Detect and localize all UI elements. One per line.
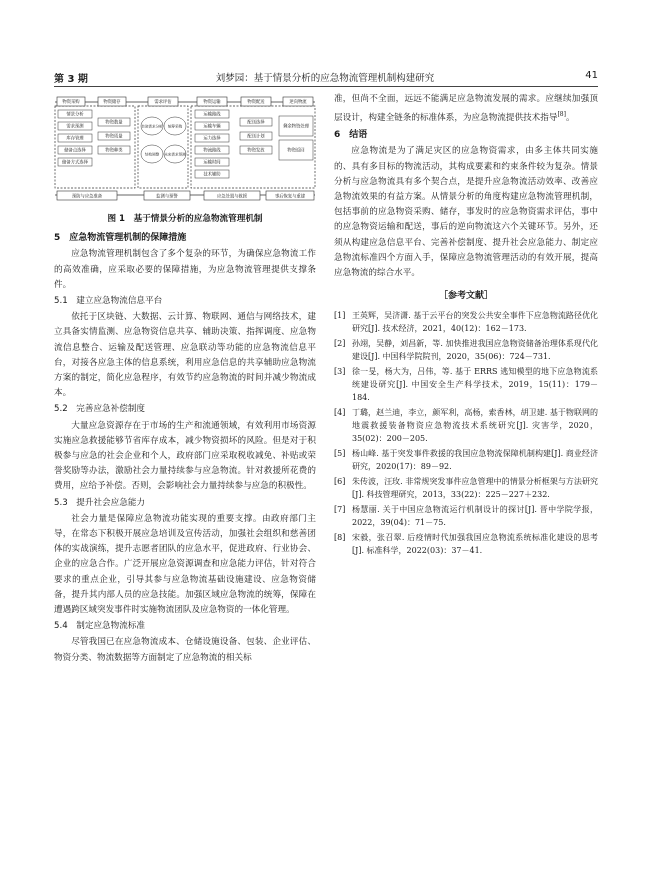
col4-item: 技术辅助 [203, 172, 221, 178]
col2-boxes [98, 118, 130, 154]
reference-text: 王英辉，吴济潇. 基于云平台的突发公共安全事件下应急物流路径优化研究[J]. 技术经济，2021，40(12)：162－173. [352, 310, 598, 333]
section-5-4-title: 5.4 制定应急物流标准 [54, 621, 146, 632]
reference-number: [8] [334, 532, 346, 542]
reference-item [334, 447, 598, 473]
phase-boxes [57, 191, 314, 200]
references-title: ［参考文献］ [438, 291, 493, 302]
stage-store-label: 物资储存 [103, 100, 121, 106]
col4-item: 运力选择 [203, 136, 221, 142]
reference-text: 徐一旻，杨大为，吕伟，等. 基于 ERRS 逃知模型的地下应急物流系统建设研究[J]. 中国安全生产科学技术，2019，15(11)：179－184. [352, 366, 598, 402]
reference-item [334, 309, 598, 335]
reference-item [334, 365, 598, 404]
col2-item: 物资质量 [105, 134, 123, 140]
oval-label: 未来需求预测 [164, 152, 186, 157]
col1-item: 储备方式选择 [62, 160, 88, 166]
col5-boxes [240, 118, 272, 154]
page-number: 41 [585, 70, 598, 81]
reference-number: [4] [334, 407, 346, 417]
section-5-3-title: 5.3 提升社会应急能力 [54, 497, 146, 508]
stage-boxes [57, 97, 313, 106]
col6-item: 剩余物资处理 [283, 124, 309, 130]
reference-item [334, 475, 598, 501]
continued-text: 准，但尚不全面，远远不能满足应急物流发展的需求。应继续加强顶层设计，构建全链条的标准体系，为应急物流提供技术指导 [334, 94, 598, 124]
col2-item: 物资种类 [105, 148, 123, 154]
reference-text: 杨慧丽. 关于中国应急物流运行机制设计的探讨[J]. 晋中学院学报，2022，39(04)：71－75. [352, 504, 598, 527]
col1-boxes [58, 110, 92, 166]
phase-label: 事后恢复与重建 [274, 194, 306, 200]
figure-1 [54, 96, 316, 204]
oval-label: 自治需求分析 [141, 124, 163, 129]
journal-issue: 第 3 期 [54, 74, 88, 85]
reference-text: 丁璐，赵兰迪，李立，颜军利，高杨，索香林，胡卫建. 基于物联网的地震救援装备物资应急物流技术系统研究[J]. 灾害学，2020，35(02)：200－205. [352, 407, 598, 443]
stage-demand-label: 需求评估 [154, 100, 172, 106]
reference-number: [6] [334, 476, 346, 486]
col4-item: 运输时间 [203, 160, 221, 166]
col1-item: 需求预测 [66, 124, 84, 130]
reference-item [334, 337, 598, 363]
stage-procure-label: 物资采购 [62, 100, 80, 106]
stage-delivery-label: 物资配送 [247, 100, 265, 106]
demand-ovals [141, 117, 186, 163]
reference-text: 朱传波，汪玫. 非常规突发事件应急管理中的情景分析框架与方法研究[J]. 科技管理研究，2013，33(22)：225－227＋232. [352, 476, 598, 499]
running-title: 刘梦园：基于情景分析的应急物流管理机制构建研究 [215, 73, 435, 84]
phase-label: 监测与预警 [156, 194, 178, 200]
col4-boxes [195, 110, 229, 178]
stage-reverse-label: 逆向物流 [289, 100, 307, 106]
reference-list [334, 309, 598, 557]
col4-item: 物流路线 [203, 148, 221, 154]
reference-number: [2] [334, 338, 346, 348]
col1-item: 储备点选择 [64, 148, 86, 154]
reference-number: [1] [334, 310, 346, 320]
reference-text: 宋毅，张召翠. 后疫情时代加强我国应急物流系统标准化建设的思考[J]. 标准科学，2022(03)：37－41. [352, 532, 598, 555]
oval-label: 统筹采购 [167, 124, 183, 129]
col5-item: 物资发放 [247, 148, 265, 154]
header-rule [54, 86, 598, 87]
reference-number: [7] [334, 504, 346, 514]
reference-text: 杨山峰. 基于突发事件救援的我国应急物流保障机制构建[J]. 商业经济研究，2020(17)：89－92. [352, 448, 598, 471]
col4-item: 运输路线 [203, 112, 221, 118]
right-column [334, 92, 598, 559]
section-5-2-title: 5.2 完善应急补偿制度 [54, 404, 146, 415]
reference-item [334, 406, 598, 445]
col5-item: 配送计划 [247, 134, 265, 140]
section-5-2-text: 大量应急资源存在于市场的生产和流通领域，有效利用市场资源实施应急救援能够节省库存成本，减少物资损坏的风险。但是对于积极参与应急的社会企业和个人，政府部门应采取税收减免、补贴或荣誉奖励等办法，激励社会力量持续参与应急物流。针对救援所花费的费用，应给予补偿。否则，会影响社会力量持续参与应急的积极性。 [54, 420, 316, 492]
oval-label: 结构调整 [144, 152, 160, 157]
col4-item: 运输车辆 [203, 124, 221, 130]
continued-paragraph [334, 92, 598, 126]
col2-item: 物资数量 [105, 120, 123, 126]
reference-number: [3] [334, 366, 346, 376]
stage-transport-label: 物资运输 [203, 100, 221, 106]
section-5-1-title: 5.1 建立应急物流信息平台 [54, 296, 163, 307]
reference-text: 孙翊，吴静，刘昌新，等. 加快推进我国应急物资储备治理体系现代化建设[J]. 中国科学院院刊，2020，35(06)：724－731. [352, 338, 598, 361]
section-5-1-text: 依托于区块链、大数据、云计算、物联网、通信与网络技术，建立具备实情监测、应急物资信息共享、辅助决策、指挥调度、应急物流信息整合、运输及配送管理、应急联动等功能的应急物流信息平台，对接各应急主体的信息系统，利用应急信息的共享辅助应急物流方案的制定，简化应急程序，有效节约应急物流的时间并减少物流成本。 [54, 312, 316, 399]
section-5-3-text: 社会力量是保障应急物流功能实现的重要支撑。由政府部门主导，在常态下积极开展应急培训及宣传活动，加强社会组织和慈善团体的实战演练，提升志愿者团队的应急水平，促进政府、行业协会、企业的应急合作。广泛开展应急资源调查和应急能力评估，针对符合要求的重点企业，引导其参与应急物流基础设施建设、应急物资储备，提升其内部人员的应急技能。加强区域应急物流的统筹，保障在遭遇跨区域突发事件时实施物流团队及应急物资的一体化管理。 [54, 513, 316, 616]
col1-item: 库存管理 [66, 136, 84, 142]
section-5-4-text: 尽管我国已在应急物流成本、仓储设施设备、包装、企业评估、物资分类、物流数据等方面制定了应急物流的相关标 [54, 637, 316, 663]
figure-caption: 图 1 基于情景分析的应急物流管理机制 [107, 214, 263, 224]
col6-item: 物资返回 [287, 148, 305, 154]
section-6-text: 应急物流是为了满足灾区的应急物资需求，由多主体共同实施的、具有多目标的物流活动，其构成要素和约束条件较为复杂。情景分析与应急物流具有多个契合点，是提升应急物流活动效率、改善应急物流效果的有益方案。从情景分析的角度构建应急物流管理机制，包括事前的应急物资采购、储存，事发时的应急物资需求评估，事中的应急物资运输和配送，事后的逆向物流这六个关键环节。另外，还须从构建应急信息平台、完善补偿制度、提升社会应急能力、制定应急物流标准四个方面入手，保障应急物流管理活动的有效开展，提高应急物流的综合水平。 [334, 146, 598, 279]
section-6-title: 6 结语 [334, 130, 368, 141]
reference-number: [5] [334, 448, 346, 458]
col6-boxes [279, 116, 313, 160]
left-column [54, 92, 316, 666]
col1-item: 情景分析 [66, 112, 84, 118]
reference-item [334, 531, 598, 557]
continued-end: 。 [565, 113, 575, 124]
reference-item [334, 503, 598, 529]
citation-marker[interactable]: [8] [557, 111, 566, 119]
phase-label: 预防与应急准备 [71, 194, 103, 200]
col5-item: 配送选择 [247, 120, 265, 126]
section-5-intro: 应急物流管理机制包含了多个复杂的环节，为确保应急物流工作的高效准确，应采取必要的保障措施，为应急物流管理提供支撑条件。 [54, 249, 316, 290]
phase-label: 应急处置与救援 [216, 194, 248, 200]
section-5-title: 5 应急物流管理机制的保障措施 [54, 233, 187, 244]
figure-1-diagram [54, 96, 316, 204]
